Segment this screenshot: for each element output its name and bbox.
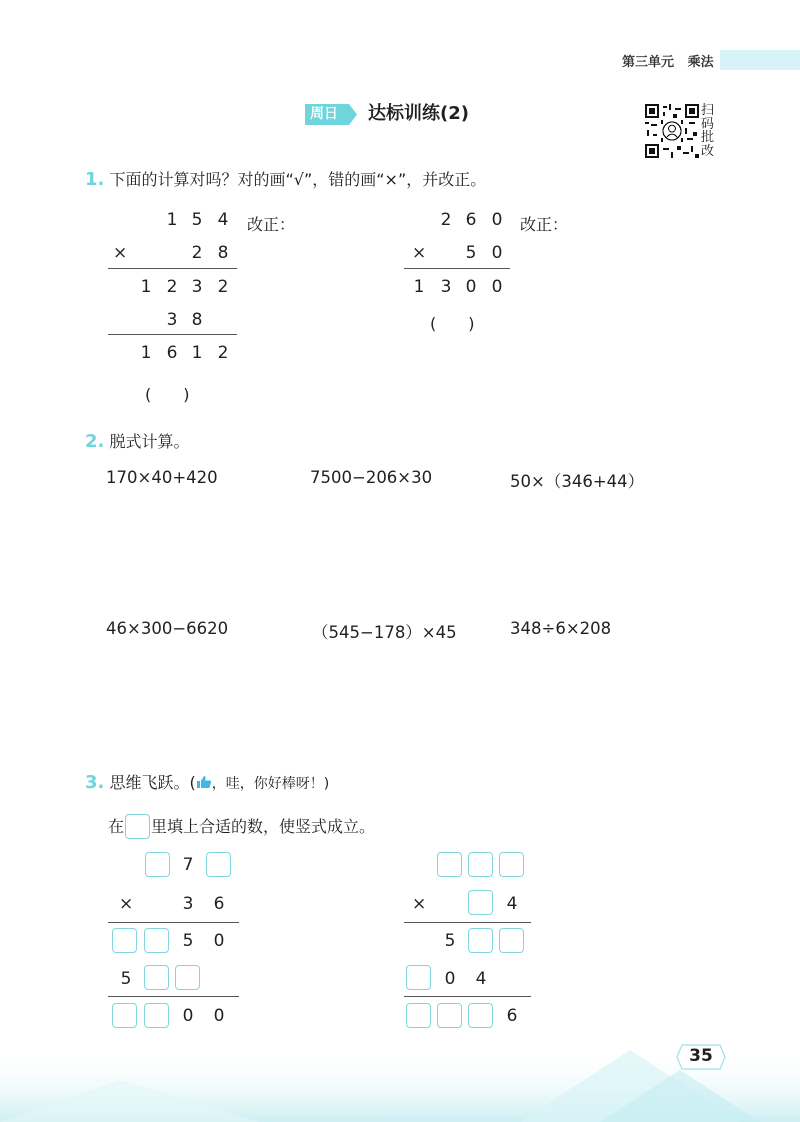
- multiply-sign: ×: [412, 894, 427, 914]
- expression: 46×300−6620: [106, 619, 229, 638]
- fill-box[interactable]: [206, 852, 231, 877]
- fill-box[interactable]: [437, 852, 462, 877]
- fill-box[interactable]: [499, 928, 524, 953]
- running-header: [622, 51, 714, 70]
- digit: 5: [191, 210, 203, 230]
- digit: 0: [444, 969, 456, 989]
- fill-box[interactable]: [112, 928, 137, 953]
- digit: 3: [166, 310, 178, 330]
- digit: 5: [182, 931, 194, 951]
- question-3: [85, 770, 329, 793]
- judge-blank-a[interactable]: ( ): [145, 385, 190, 404]
- digit: 2: [191, 243, 203, 263]
- multiply-sign: ×: [412, 243, 427, 263]
- page-number: 35: [689, 1046, 713, 1066]
- fill-box[interactable]: [468, 890, 493, 915]
- question-2-text: 脱式计算。: [109, 432, 190, 451]
- fill-box[interactable]: [175, 965, 200, 990]
- expression: 7500−206×30: [310, 468, 433, 487]
- question-3-text-end: ，哇，你好棒呀！): [211, 776, 330, 792]
- digit: 0: [182, 1006, 194, 1026]
- digit: 1: [413, 277, 425, 297]
- expression: 348÷6×208: [510, 619, 612, 638]
- digit: 6: [166, 343, 178, 363]
- fill-box[interactable]: [112, 1003, 137, 1028]
- fill-box[interactable]: [144, 965, 169, 990]
- fill-box[interactable]: [437, 1003, 462, 1028]
- fill-box[interactable]: [406, 965, 431, 990]
- digit: 3: [440, 277, 452, 297]
- question-2: [85, 429, 189, 452]
- digit: 1: [140, 343, 152, 363]
- thumbs-up-icon: [196, 775, 212, 789]
- digit: 0: [213, 931, 225, 951]
- fill-box[interactable]: [468, 928, 493, 953]
- multiply-sign: ×: [119, 894, 134, 914]
- digit: 8: [217, 243, 229, 263]
- question-3-number: 3.: [85, 772, 105, 793]
- digit: 5: [444, 931, 456, 951]
- rule-line: [108, 334, 237, 335]
- question-2-number: 2.: [85, 431, 105, 452]
- digit: 2: [440, 210, 452, 230]
- digit: 0: [465, 277, 477, 297]
- fill-box[interactable]: [468, 852, 493, 877]
- fill-box[interactable]: [499, 852, 524, 877]
- correction-label-a: 改正：: [247, 215, 296, 234]
- expression: （545−178）×45: [312, 623, 457, 642]
- fill-box[interactable]: [144, 1003, 169, 1028]
- digit: 1: [140, 277, 152, 297]
- digit: 4: [475, 969, 487, 989]
- correction-label-b: 改正：: [520, 215, 569, 234]
- digit: 6: [465, 210, 477, 230]
- fill-box[interactable]: [144, 928, 169, 953]
- header-unit: 第三单元: [622, 55, 675, 70]
- instruction-pre: 在: [108, 817, 125, 836]
- rule-line: [404, 922, 531, 923]
- header-topic: 乘法: [687, 55, 714, 70]
- qr-code-icon[interactable]: [645, 104, 699, 158]
- question-3-text: 思维飞跃。(: [109, 773, 196, 792]
- digit: 6: [213, 894, 225, 914]
- digit: 1: [191, 343, 203, 363]
- instruction-post: 里填上合适的数，使竖式成立。: [151, 817, 376, 836]
- digit: 3: [191, 277, 203, 297]
- rule-line: [108, 268, 237, 269]
- question-1-text: 下面的计算对吗？对的画“√”，错的画“×”，并改正。: [109, 170, 487, 189]
- expression: 170×40+420: [106, 468, 218, 487]
- question-1-number: 1.: [85, 169, 105, 190]
- page-title: 达标训练(2): [368, 103, 469, 124]
- digit: 3: [182, 894, 194, 914]
- rule-line: [404, 268, 510, 269]
- digit: 4: [506, 894, 518, 914]
- digit: 5: [465, 243, 477, 263]
- judge-blank-b[interactable]: ( ): [430, 314, 475, 333]
- digit: 4: [217, 210, 229, 230]
- question-3-instruction: [108, 814, 375, 839]
- digit: 6: [506, 1006, 518, 1026]
- digit: 8: [191, 310, 203, 330]
- rule-line: [108, 996, 239, 997]
- digit: 0: [491, 210, 503, 230]
- qr-label: 扫码批改: [701, 103, 715, 159]
- sample-box: [125, 814, 150, 839]
- digit: 0: [491, 243, 503, 263]
- digit: 1: [166, 210, 178, 230]
- header-band: [720, 50, 800, 70]
- digit: 2: [217, 343, 229, 363]
- digit: 0: [213, 1006, 225, 1026]
- expression: 50×（346+44）: [510, 472, 645, 491]
- fill-box[interactable]: [406, 1003, 431, 1028]
- fill-box[interactable]: [468, 1003, 493, 1028]
- question-1: [85, 167, 486, 190]
- digit: 2: [166, 277, 178, 297]
- digit: 5: [120, 969, 132, 989]
- digit: 0: [491, 277, 503, 297]
- title-tag: 周日: [310, 106, 338, 122]
- fill-box[interactable]: [145, 852, 170, 877]
- digit: 2: [217, 277, 229, 297]
- digit: 7: [182, 855, 194, 875]
- multiply-sign: ×: [113, 243, 128, 263]
- rule-line: [404, 996, 531, 997]
- rule-line: [108, 922, 239, 923]
